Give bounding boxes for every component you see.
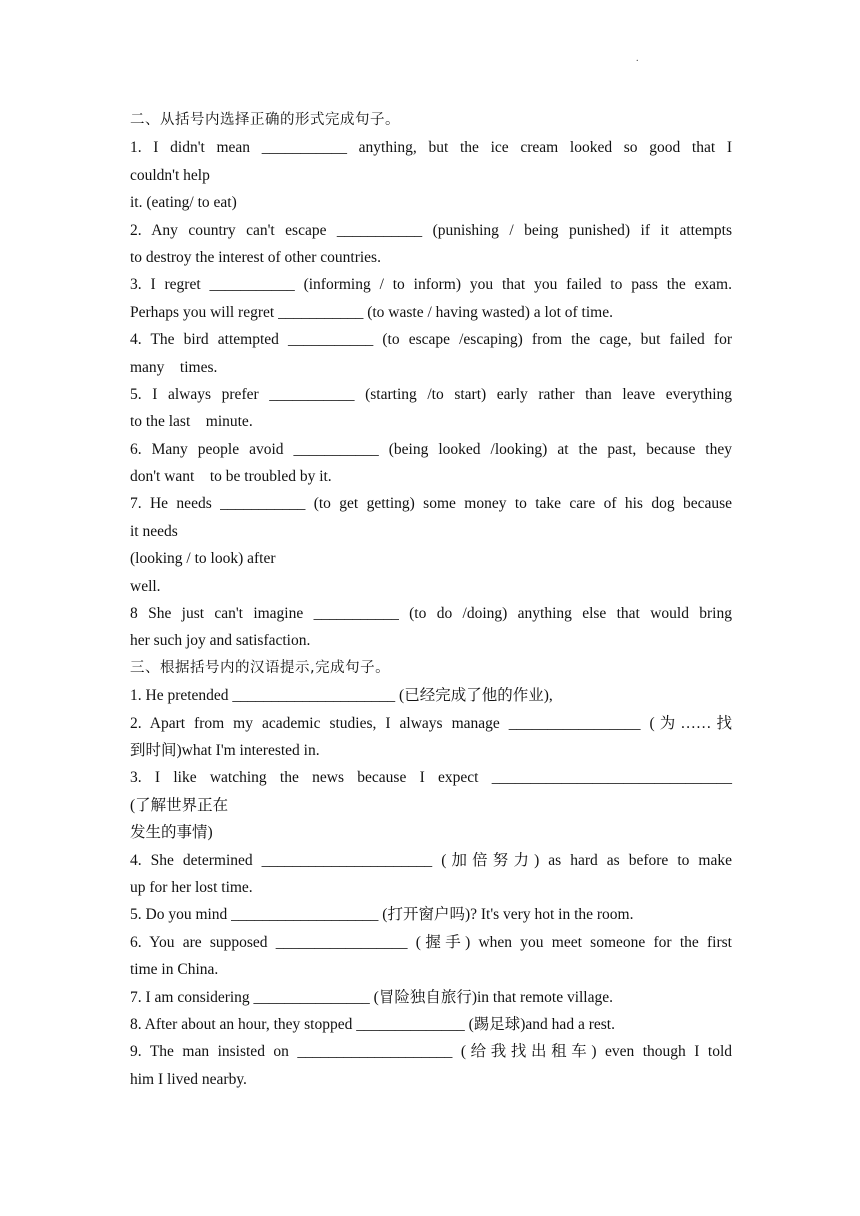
text-line: her such joy and satisfaction. [130, 632, 311, 650]
text-line: 3. I regret ___________ (informing / to inform) you that you failed to pass the exam. [130, 276, 732, 294]
section-heading: 三、根据括号内的汉语提示,完成句子。 [130, 659, 391, 676]
text-line: 2. Apart from my academic studies, I always manage _________________ (为……找 [130, 714, 732, 732]
text-line: 9. The man insisted on ____________________ (给我找出租车) even though I told [130, 1043, 732, 1061]
text-line: Perhaps you will regret ___________ (to waste / having wasted) a lot of time. [130, 303, 613, 321]
text-line: 发生的事情) [130, 824, 213, 842]
text-line: 6. You are supposed _________________ (握手) when you meet someone for the first [130, 933, 732, 951]
text-line: (了解世界正在 [130, 796, 229, 814]
text-line: 1. He pretended _____________________ (已经完成了他的作业), [130, 687, 553, 705]
text-line: it. (eating/ to eat) [130, 194, 237, 212]
text-line: 7. I am considering _______________ (冒险独自旅行)in that remote village. [130, 988, 613, 1006]
text-line: couldn't help [130, 166, 210, 184]
text-line: (looking / to look) after [130, 550, 276, 568]
text-line: don't want to be troubled by it. [130, 468, 332, 486]
text-line: 1. I didn't mean ___________ anything, but the ice cream looked so good that I [130, 139, 732, 157]
text-line: to destroy the interest of other countries. [130, 248, 381, 266]
text-line: up for her lost time. [130, 878, 253, 896]
text-line: 4. She determined ______________________ (加倍努力) as hard as before to make [130, 851, 732, 869]
document-body [130, 107, 732, 1093]
text-line: it needs [130, 522, 178, 540]
text-line: 到时间)what I'm interested in. [130, 741, 320, 759]
text-line: 2. Any country can't escape ___________ (punishing / being punished) if it attempts [130, 221, 732, 239]
text-line: well. [130, 577, 161, 595]
text-line: time in China. [130, 961, 219, 979]
text-line: to the last minute. [130, 413, 253, 431]
text-line: many times. [130, 358, 218, 376]
text-line: 4. The bird attempted ___________ (to escape /escaping) from the cage, but failed for [130, 331, 732, 349]
text-line: 8 She just can't imagine ___________ (to do /doing) anything else that would bring [130, 605, 732, 623]
page-mark: . [636, 53, 639, 64]
text-line: him I lived nearby. [130, 1070, 247, 1088]
text-line: 6. Many people avoid ___________ (being looked /looking) at the past, because they [130, 440, 732, 458]
text-line: 7. He needs ___________ (to get getting) some money to take care of his dog because [130, 495, 732, 513]
text-line: 8. After about an hour, they stopped ______________ (踢足球)and had a rest. [130, 1015, 615, 1033]
text-line: 5. I always prefer ___________ (starting /to start) early rather than leave everything [130, 385, 732, 403]
section-heading: 二、从括号内选择正确的形式完成句子。 [130, 112, 400, 128]
text-line: 5. Do you mind ___________________ (打开窗户吗)? It's very hot in the room. [130, 906, 634, 924]
text-line: 3. I like watching the news because I expect _______________________________ [130, 769, 732, 787]
